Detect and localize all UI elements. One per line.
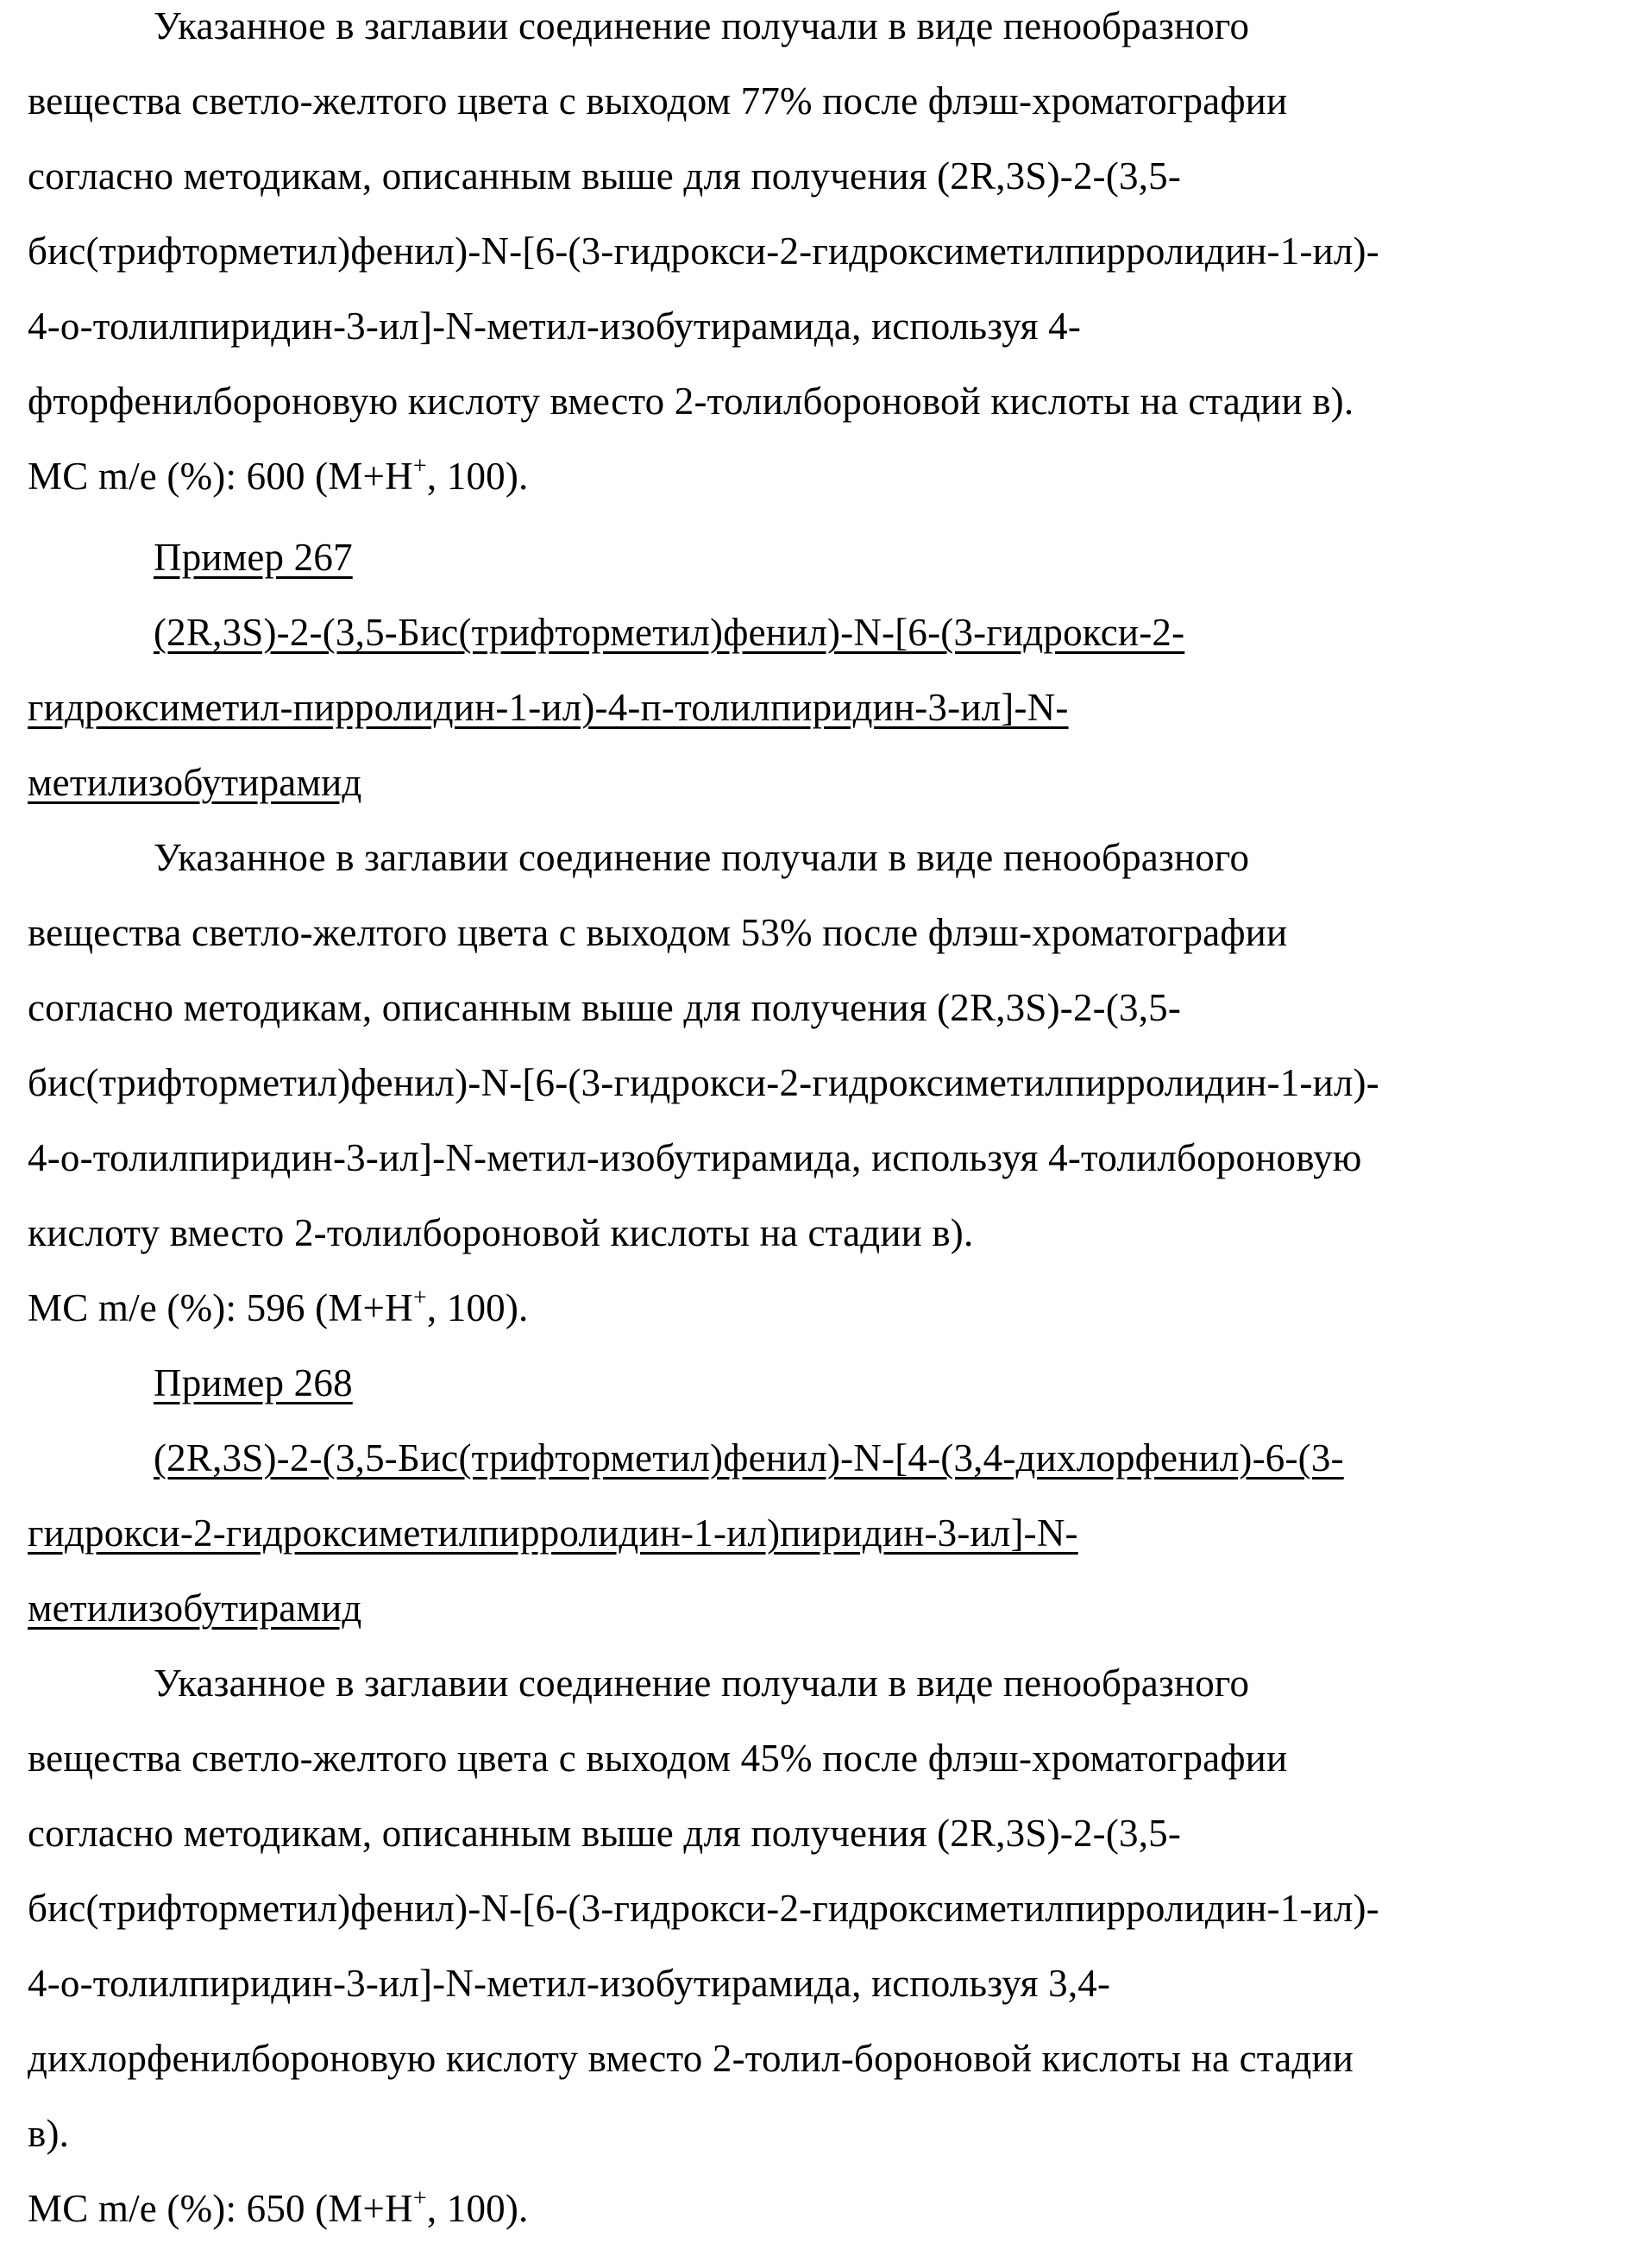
- example-heading: Пример 268: [154, 1361, 353, 1404]
- paragraph-line: вещества светло-желтого цвета с выходом 77% после флэш-хроматографии: [28, 79, 1288, 123]
- mass-spec-line: МС m/e (%): 650 (M+H+, 100).: [28, 2185, 529, 2230]
- example-title-line: гидроксиметил-пирролидин-1-ил)-4-п-толилпиридин-3-ил]-N-: [28, 686, 1069, 729]
- example-title-line: метилизобутирамид: [28, 1586, 362, 1630]
- paragraph-line: бис(трифторметил)фенил)-N-[6-(3-гидрокси-2-гидроксиметилпирролидин-1-ил)-: [28, 1887, 1379, 1930]
- example-title-line: (2R,3S)-2-(3,5-Бис(трифторметил)фенил)-N-[4-(3,4-дихлорфенил)-6-(3-: [154, 1436, 1344, 1480]
- paragraph-line: 4-о-толилпиридин-3-ил]-N-метил-изобутирамида, используя 4-: [28, 305, 1082, 348]
- paragraph-line: согласно методикам, описанным выше для получения (2R,3S)-2-(3,5-: [28, 154, 1182, 198]
- paragraph-line: в).: [28, 2112, 70, 2155]
- mass-spec-line: МС m/e (%): 600 (M+H+, 100).: [28, 453, 529, 498]
- paragraph-line: бис(трифторметил)фенил)-N-[6-(3-гидрокси-2-гидроксиметилпирролидин-1-ил)-: [28, 229, 1379, 273]
- paragraph-line: кислоту вместо 2-толилбороновой кислоты на стадии в).: [28, 1211, 974, 1254]
- paragraph-line: Указанное в заглавии соединение получали в виде пенообразного: [154, 1662, 1250, 1705]
- example-title-line: гидрокси-2-гидроксиметилпирролидин-1-ил)пиридин-3-ил]-N-: [28, 1511, 1078, 1555]
- mass-spec-line: МС m/e (%): 596 (M+H+, 100).: [28, 1285, 529, 1329]
- example-title-line: (2R,3S)-2-(3,5-Бис(трифторметил)фенил)-N-[6-(3-гидрокси-2-: [154, 611, 1185, 654]
- paragraph-line: 4-о-толилпиридин-3-ил]-N-метил-изобутирамида, используя 4-толилбороновую: [28, 1136, 1362, 1179]
- example-title-line: метилизобутирамид: [28, 761, 362, 804]
- paragraph-line: 4-о-толилпиридин-3-ил]-N-метил-изобутирамида, используя 3,4-: [28, 1962, 1111, 2005]
- paragraph-line: Указанное в заглавии соединение получали в виде пенообразного: [154, 836, 1250, 879]
- example-heading: Пример 267: [154, 536, 353, 579]
- paragraph-line: согласно методикам, описанным выше для получения (2R,3S)-2-(3,5-: [28, 1812, 1182, 1855]
- paragraph-line: вещества светло-желтого цвета с выходом 45% после флэш-хроматографии: [28, 1737, 1288, 1780]
- paragraph-line: дихлорфенилбороновую кислоту вместо 2-толил-бороновой кислоты на стадии: [28, 2037, 1354, 2080]
- paragraph-line: бис(трифторметил)фенил)-N-[6-(3-гидрокси-2-гидроксиметилпирролидин-1-ил)-: [28, 1061, 1379, 1104]
- paragraph-line: согласно методикам, описанным выше для получения (2R,3S)-2-(3,5-: [28, 986, 1182, 1029]
- paragraph-line: вещества светло-желтого цвета с выходом 53% после флэш-хроматографии: [28, 911, 1288, 954]
- paragraph-line: фторфенилбороновую кислоту вместо 2-толилбороновой кислоты на стадии в).: [28, 380, 1354, 423]
- paragraph-line: Указанное в заглавии соединение получали в виде пенообразного: [154, 4, 1250, 47]
